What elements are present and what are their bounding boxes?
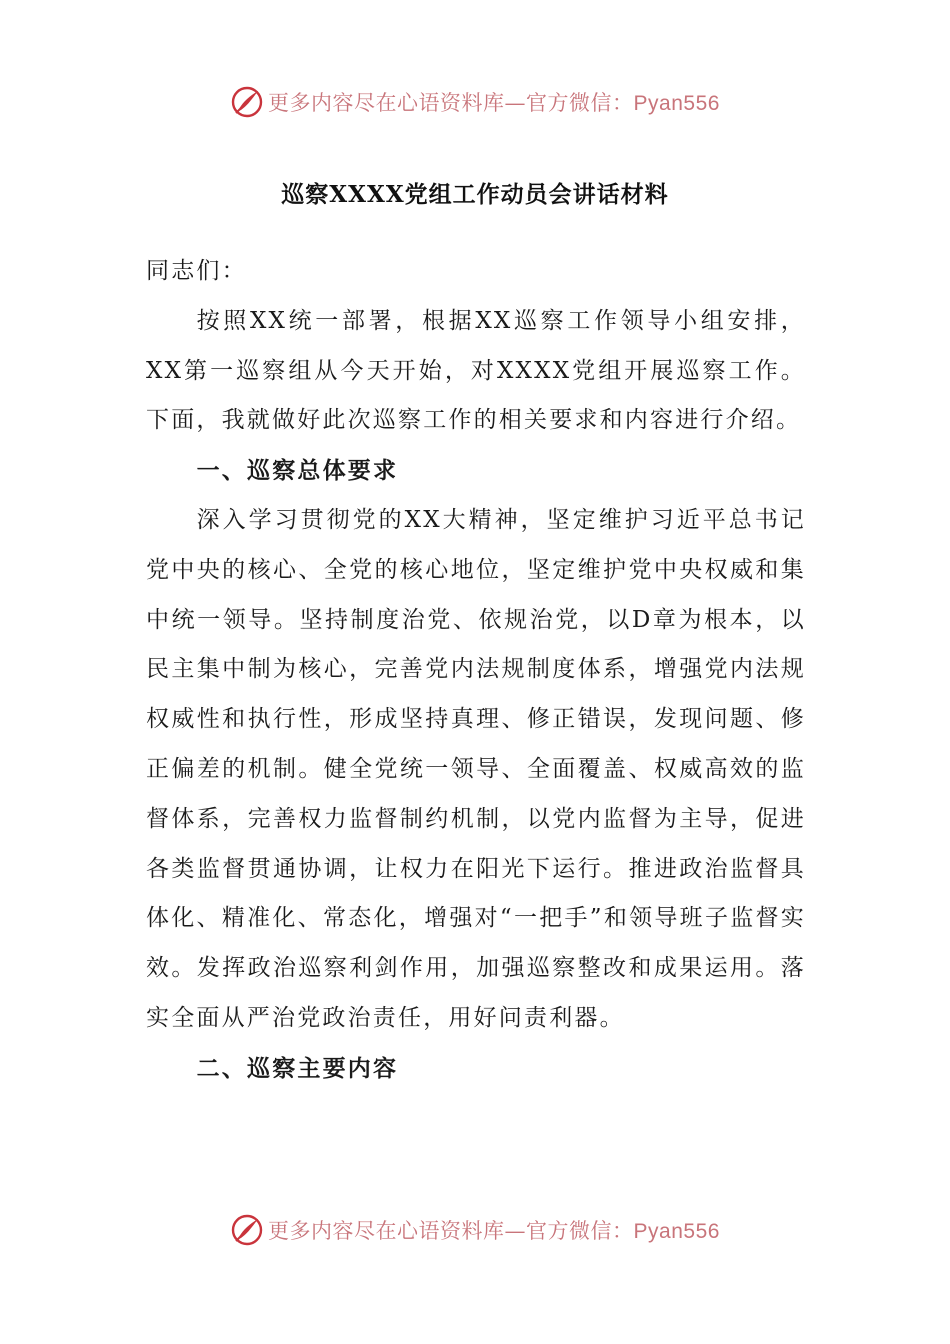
watermark-text: 更多内容尽在心语资料库—官方微信：Pyan556 — [268, 91, 720, 115]
quill-logo-icon — [230, 1213, 264, 1247]
quill-logo-icon — [230, 85, 264, 119]
intro-paragraph: 按照XX统一部署，根据XX巡察工作领导小组安排，XX第一巡察组从今天开始，对XXXX党组开展巡察工作。下面，我就做好此次巡察工作的相关要求和内容进行介绍。 — [146, 307, 806, 434]
watermark-text: 更多内容尽在心语资料库—官方微信：Pyan556 — [268, 1219, 720, 1243]
salutation: 同志们： — [146, 258, 247, 284]
document-title: 巡察XXXX党组工作动员会讲话材料 — [281, 181, 669, 208]
section-body-1: 深入学习贯彻党的XX大精神，坚定维护习近平总书记党中央的核心、全党的核心地位，坚定维护党中央权威和集中统一领导。坚持制度治党、依规治党，以D章为根本，以民主集中制为核心，完善党内法规制度体系，增强党内法规权威性和执行性，形成坚持真理、修正错误，发现问题、修正偏差的机制。健全党统一领导、全面覆盖、权威高效的监督体系，完善权力监督制约机制，以党内监督为主导，促进各类监督贯通协调，让权力在阳光下运行。推进政治监督具体化、精准化、常态化，增强对“一把手”和领导班子监督实效。发挥政治巡察利剑作用，加强巡察整改和成果运用。落实全面从严治党政治责任，用好问责利器。 — [146, 506, 806, 1031]
header-watermark — [0, 82, 950, 122]
section-heading-2: 二、巡察主要内容 — [196, 1054, 399, 1082]
section-heading-1: 一、巡察总体要求 — [196, 457, 399, 485]
footer-watermark — [0, 1210, 950, 1250]
document-body — [146, 247, 806, 1094]
